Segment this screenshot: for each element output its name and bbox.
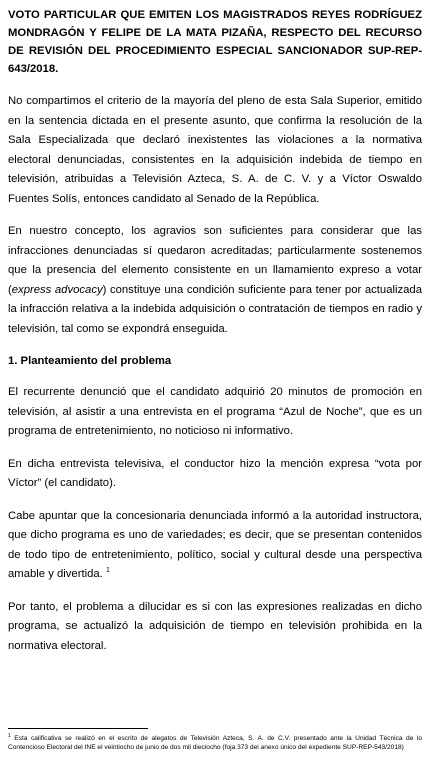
paragraph-3: El recurrente denunció que el candidato adquirió 20 minutos de promoción en televisión, al asistir a una entrevista en el programa “Azul de Noche”, que es un programa de entretenimiento, no noticioso ni informativo. <box>8 386 422 437</box>
paragraph-1: No compartimos el criterio de la mayoría del pleno de esta Sala Superior, emitido en la sentencia dictada en el presente asunto, que confirma la resolución de la Sala Especializada que declaró inexistentes las violaciones a la normativa electoral denunciadas, consistentes en la adquisición indebida de tiempo en televisión, atribuidas a Televisión Azteca, S. A. de C. V. y a Víctor Oswaldo Fuentes Solís, entonces candidato al Senado de la República. <box>8 95 422 205</box>
paragraph-5-text: Cabe apuntar que la concesionaria denunciada informó a la autoridad instructora, que dicho programa es uno de variedades; es decir, que se presentan contenidos de todo tipo de entretenimiento, político, social y cultural desde una perspectiva amable y divertida. <box>8 509 422 580</box>
footnote-area <box>8 728 422 752</box>
footnote-divider <box>8 728 148 729</box>
paragraph-2-text-start: En nuestro concepto, los agravios son suficientes para considerar que las infracciones denunciadas sí quedaron acreditadas; particularmente sostenemos que la presencia del elemento consistente en un llamamiento expreso a votar ( <box>8 225 422 296</box>
paragraph-6: Por tanto, el problema a dilucidar es si con las expresiones realizadas en dicho programa, se actualizó la adquisición de tiempo en televisión prohibida en la normativa electoral. <box>8 600 422 652</box>
express-advocacy-term: express advocacy <box>11 283 103 296</box>
footnote <box>8 732 422 752</box>
paragraph-4: En dicha entrevista televisiva, el conductor hizo la mención expresa “vota por Víctor” (el candidato). <box>8 457 422 489</box>
section-heading: 1. Planteamiento del problema <box>8 355 172 367</box>
document-title: VOTO PARTICULAR QUE EMITEN LOS MAGISTRADOS REYES RODRÍGUEZ MONDRAGÓN Y FELIPE DE LA MATA PIZAÑA, RESPECTO DEL RECURSO DE REVISIÓN DEL PROCEDIMIENTO ESPECIAL SANCIONADOR SUP-REP-643/2018. <box>8 9 422 75</box>
footnote-text: Esta calificativa se realizó en el escrito de alegatos de Televisión Azteca, S. A. de C.V. presentado ante la Unidad Técnica de lo Contencioso Electoral del INE el veintiocho de junio de dos mil dieciocho (foja 373 del anexo único del expediente SUP-REP-543/2018) <box>8 735 422 751</box>
footnote-number: 1 <box>8 733 11 739</box>
paragraph-5 <box>8 507 422 585</box>
paragraph-2 <box>8 222 422 339</box>
paragraph-2-text-end: ) constituye una condición suficiente para tener por actualizada la infracción relativa a la indebida adquisición o contratación de tiempos en radio y televisión, tal como se expondrá enseguida. <box>8 283 422 335</box>
footnote-reference[interactable]: 1 <box>105 567 110 575</box>
document-page <box>8 6 422 669</box>
